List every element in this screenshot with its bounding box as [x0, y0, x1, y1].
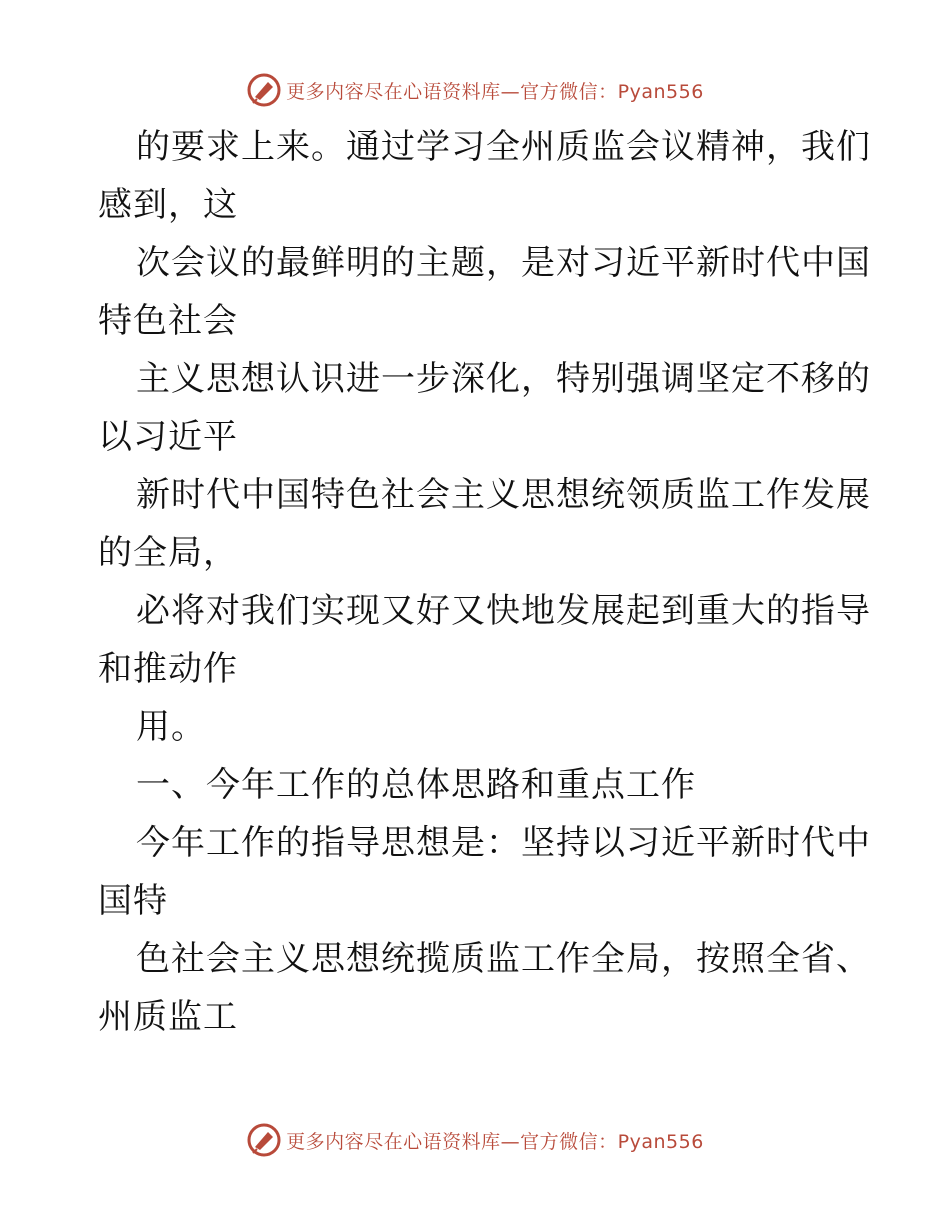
- text-line: 的全局，: [98, 533, 238, 573]
- text-line: 必将对我们实现又好又快地发展起到重大的指导: [136, 591, 871, 631]
- header-banner: [0, 70, 950, 110]
- text-line: 新时代中国特色社会主义思想统领质监工作发展: [136, 475, 871, 515]
- text-line: 用。: [136, 707, 206, 747]
- text-line: 特色社会: [98, 301, 238, 341]
- text-line: 州质监工: [98, 997, 238, 1037]
- text-line: 以习近平: [98, 417, 238, 457]
- text-line: 感到，这: [98, 185, 238, 225]
- pen-nib-logo-icon: [246, 1122, 282, 1158]
- text-line: 今年工作的指导思想是：坚持以习近平新时代中: [136, 823, 871, 863]
- pen-nib-logo-icon: [246, 72, 282, 108]
- document-body: [98, 118, 871, 1046]
- text-line: 的要求上来。通过学习全州质监会议精神，我们: [136, 127, 871, 167]
- text-line: 和推动作: [98, 649, 238, 689]
- text-line: 色社会主义思想统揽质监工作全局，按照全省、: [136, 939, 871, 979]
- text-line: 国特: [98, 881, 168, 921]
- footer-banner: [0, 1120, 950, 1160]
- text-line: 主义思想认识进一步深化，特别强调坚定不移的: [136, 359, 871, 399]
- text-line: 次会议的最鲜明的主题，是对习近平新时代中国: [136, 243, 871, 283]
- banner-text: 更多内容尽在心语资料库—官方微信：Pyan556: [286, 80, 704, 103]
- banner-text: 更多内容尽在心语资料库—官方微信：Pyan556: [286, 1130, 704, 1153]
- text-line: 一、今年工作的总体思路和重点工作: [136, 765, 696, 805]
